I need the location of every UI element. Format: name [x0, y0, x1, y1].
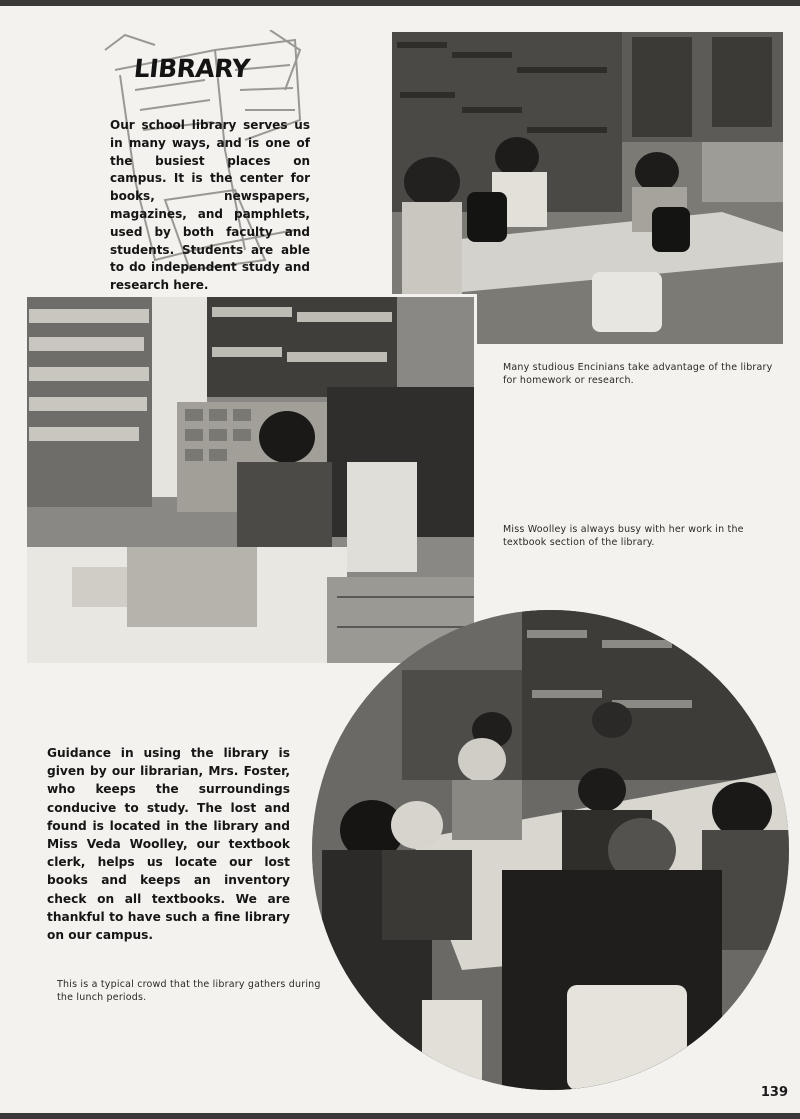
caption-textbook: Miss Woolley is always busy with her work in the textbook section of the library. [503, 524, 744, 548]
intro-paragraph: Our school library serves us in many ways, and is one of the busiest places on campus. It is the center for books, newspapers, magazines, and pamphlets, used by both faculty and students. Students are able to do independent study and research here. [110, 118, 310, 293]
photo-textbook-section [24, 294, 477, 666]
guidance-paragraph: Guidance in using the library is given by our librarian, Mrs. Foster, who keeps the surroundings conducive to study. The lost and found is located in the library and Miss Veda Woolley, our textbook clerk, helps us locate our lost books and keeps an inventory check on all textbooks. We are thankful to have such a fine library on our campus. [47, 746, 290, 943]
page-bottom-edge [0, 1113, 800, 1119]
photo-lunch-crowd [312, 610, 789, 1090]
caption-studying: Many studious Encinians take advantage of the library for homework or research. [503, 362, 773, 386]
page-number: 139 [760, 1085, 788, 1100]
caption-lunch: This is a typical crowd that the library gathers during the lunch periods. [57, 979, 321, 1003]
page-top-edge [0, 0, 800, 6]
page-title: LIBRARY [132, 54, 251, 83]
